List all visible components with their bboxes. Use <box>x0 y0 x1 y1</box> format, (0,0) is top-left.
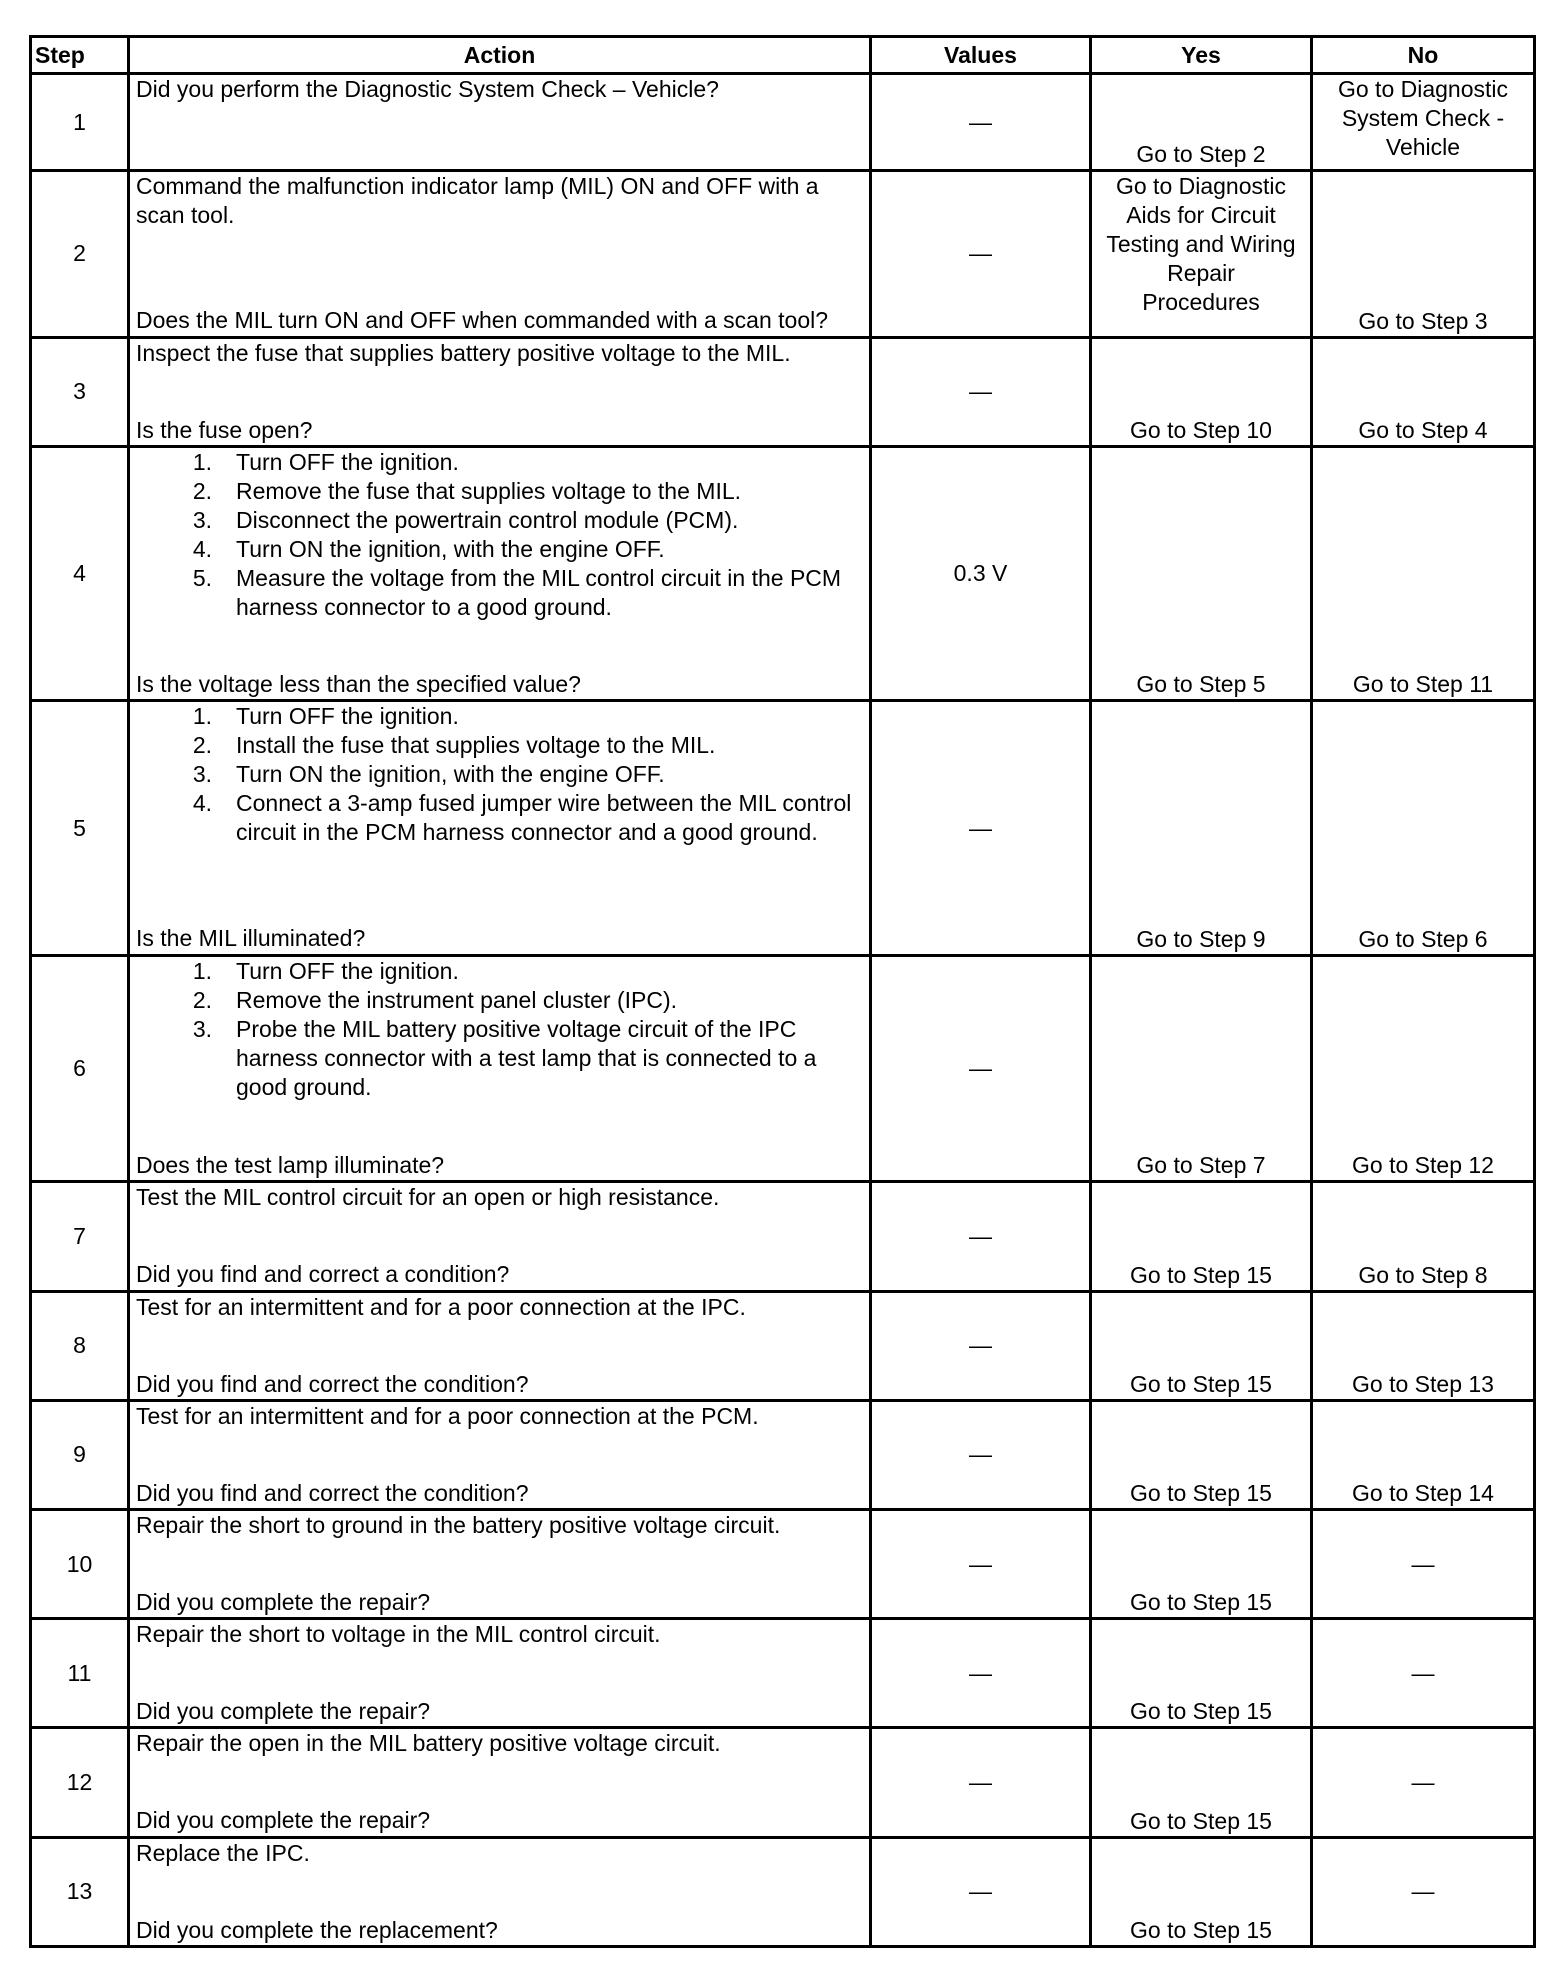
action-instructions <box>136 1402 861 1431</box>
action-question: Did you find and correct a condition? <box>136 1261 510 1288</box>
action-content <box>130 75 869 169</box>
yes-cell: Go to Step 15 <box>1091 1619 1312 1728</box>
action-instructions <box>136 1729 861 1758</box>
step-text: Turn ON the ignition, with the engine OFF. <box>236 535 665 562</box>
table-row <box>31 1182 1535 1291</box>
table-row <box>31 1837 1535 1946</box>
action-instructions <box>136 1293 861 1322</box>
value-cell: — <box>871 337 1091 446</box>
yes-cell: Go to Step 15 <box>1091 1837 1312 1946</box>
no-cell: — <box>1312 1619 1535 1728</box>
action-content <box>130 1183 869 1289</box>
step-text: Probe the MIL battery positive voltage circuit of the IPC harness connector with a test lamp that is connected to a good ground. <box>236 1015 817 1100</box>
action-content <box>130 1402 869 1508</box>
step-text: Turn OFF the ignition. <box>236 448 459 475</box>
step-text: Turn OFF the ignition. <box>236 703 459 730</box>
value-cell: — <box>871 1400 1091 1509</box>
action-text: Test for an intermittent and for a poor connection at the IPC. <box>136 1293 746 1320</box>
action-text: Repair the short to voltage in the MIL control circuit. <box>136 1621 661 1648</box>
table-row <box>31 446 1535 701</box>
action-text: Repair the short to ground in the battery positive voltage circuit. <box>136 1511 781 1538</box>
action-cell <box>129 446 871 701</box>
action-cell <box>129 1619 871 1728</box>
action-cell <box>129 1837 871 1946</box>
numbered-step <box>136 986 861 1015</box>
no-cell: Go to Step 4 <box>1312 337 1535 446</box>
numbered-step <box>136 957 861 986</box>
no-cell: Go to Step 3 <box>1312 171 1535 337</box>
numbered-step <box>136 1015 861 1102</box>
action-cell <box>129 1182 871 1291</box>
action-content <box>130 1729 869 1835</box>
numbered-steps <box>136 957 861 1102</box>
header-no: No <box>1312 37 1535 74</box>
numbered-step <box>136 789 861 847</box>
step-number: 6 <box>31 955 129 1181</box>
step-number: 2 <box>31 171 129 337</box>
action-cell <box>129 1728 871 1837</box>
numbered-step <box>136 564 861 622</box>
step-number: 4 <box>31 446 129 701</box>
step-text: Connect a 3-amp fused jumper wire between the MIL control circuit in the PCM harness connector and a good ground. <box>236 790 852 846</box>
no-cell: Go to Diagnostic System Check - Vehicle <box>1312 74 1535 171</box>
action-content <box>130 448 869 699</box>
action-instructions <box>136 1620 861 1649</box>
action-content <box>130 1511 869 1617</box>
yes-cell: Go to Diagnostic Aids for Circuit Testing and Wiring Repair Procedures <box>1091 171 1312 337</box>
action-cell <box>129 701 871 956</box>
no-cell: — <box>1312 1728 1535 1837</box>
no-cell: Go to Step 13 <box>1312 1291 1535 1400</box>
action-cell <box>129 74 871 171</box>
step-number: 1 <box>31 74 129 171</box>
yes-cell: Go to Step 7 <box>1091 955 1312 1181</box>
step-index: 2. <box>192 732 212 759</box>
numbered-step <box>136 448 861 477</box>
numbered-step <box>136 535 861 564</box>
step-index: 2. <box>192 477 212 504</box>
no-cell: — <box>1312 1837 1535 1946</box>
action-content <box>130 702 869 953</box>
yes-cell: Go to Step 2 <box>1091 74 1312 171</box>
no-cell: Go to Step 14 <box>1312 1400 1535 1509</box>
table-row <box>31 74 1535 171</box>
step-index: 3. <box>192 506 212 533</box>
header-row <box>31 37 1535 74</box>
action-instructions <box>136 448 861 622</box>
action-text: Inspect the fuse that supplies battery positive voltage to the MIL. <box>136 339 791 366</box>
step-number: 5 <box>31 701 129 956</box>
step-index: 5. <box>192 564 212 591</box>
value-cell: — <box>871 1728 1091 1837</box>
step-number: 3 <box>31 337 129 446</box>
value-cell: — <box>871 1182 1091 1291</box>
table-row <box>31 1291 1535 1400</box>
no-cell: Go to Step 8 <box>1312 1182 1535 1291</box>
step-number: 7 <box>31 1182 129 1291</box>
action-cell <box>129 337 871 446</box>
action-instructions <box>136 1839 861 1868</box>
step-text: Install the fuse that supplies voltage to the MIL. <box>236 732 716 759</box>
table-row <box>31 701 1535 956</box>
header-step: Step <box>31 37 129 74</box>
action-question: Is the voltage less than the specified value? <box>136 670 581 697</box>
value-cell: — <box>871 171 1091 337</box>
action-question: Did you complete the replacement? <box>136 1916 498 1943</box>
step-number: 11 <box>31 1619 129 1728</box>
step-text: Remove the fuse that supplies voltage to the MIL. <box>236 477 742 504</box>
step-text: Turn OFF the ignition. <box>236 957 459 984</box>
table-row <box>31 1619 1535 1728</box>
action-question: Did you find and correct the condition? <box>136 1479 529 1506</box>
action-content <box>130 339 869 445</box>
action-text: Repair the open in the MIL battery positive voltage circuit. <box>136 1730 721 1757</box>
action-content <box>130 1293 869 1399</box>
value-cell: 0.3 V <box>871 446 1091 701</box>
yes-cell: Go to Step 15 <box>1091 1400 1312 1509</box>
numbered-step <box>136 731 861 760</box>
no-cell: — <box>1312 1509 1535 1618</box>
value-cell: — <box>871 74 1091 171</box>
action-cell <box>129 1291 871 1400</box>
step-index: 2. <box>192 986 212 1013</box>
header-values: Values <box>871 37 1091 74</box>
numbered-steps <box>136 448 861 622</box>
numbered-step <box>136 477 861 506</box>
value-cell: — <box>871 1509 1091 1618</box>
header-yes: Yes <box>1091 37 1312 74</box>
action-cell <box>129 1509 871 1618</box>
action-instructions <box>136 957 861 1102</box>
value-cell: — <box>871 1619 1091 1728</box>
action-question: Is the fuse open? <box>136 416 313 443</box>
yes-cell: Go to Step 9 <box>1091 701 1312 956</box>
step-index: 3. <box>192 761 212 788</box>
action-question: Does the MIL turn ON and OFF when commanded with a scan tool? <box>136 307 829 334</box>
value-cell: — <box>871 1291 1091 1400</box>
action-text: Replace the IPC. <box>136 1839 310 1866</box>
diagnostic-table <box>29 35 1536 1948</box>
action-instructions <box>136 75 861 104</box>
action-content <box>130 957 869 1180</box>
step-text: Measure the voltage from the MIL control circuit in the PCM harness connector to a good ground. <box>236 564 842 620</box>
step-text: Disconnect the powertrain control module (PCM). <box>236 506 739 533</box>
action-instructions <box>136 1183 861 1212</box>
value-cell: — <box>871 955 1091 1181</box>
action-text: Command the malfunction indicator lamp (MIL) ON and OFF with a scan tool. <box>136 173 819 229</box>
step-index: 4. <box>192 535 212 562</box>
numbered-step <box>136 760 861 789</box>
table-row <box>31 955 1535 1181</box>
step-index: 3. <box>192 1015 212 1042</box>
action-cell <box>129 171 871 337</box>
action-instructions <box>136 172 861 230</box>
header-action: Action <box>129 37 871 74</box>
action-instructions <box>136 1511 861 1540</box>
action-content <box>130 1839 869 1945</box>
action-question: Does the test lamp illuminate? <box>136 1151 445 1178</box>
action-question: Did you complete the repair? <box>136 1698 431 1725</box>
yes-cell: Go to Step 5 <box>1091 446 1312 701</box>
step-index: 1. <box>192 448 212 475</box>
step-index: 1. <box>192 957 212 984</box>
value-cell: — <box>871 1837 1091 1946</box>
numbered-step <box>136 506 861 535</box>
step-index: 4. <box>192 790 212 817</box>
action-instructions <box>136 702 861 847</box>
step-number: 12 <box>31 1728 129 1837</box>
action-content <box>130 172 869 335</box>
action-cell <box>129 1400 871 1509</box>
action-question: Is the MIL illuminated? <box>136 925 366 952</box>
numbered-step <box>136 702 861 731</box>
yes-cell: Go to Step 15 <box>1091 1728 1312 1837</box>
table-row <box>31 171 1535 337</box>
numbered-steps <box>136 702 861 847</box>
step-number: 9 <box>31 1400 129 1509</box>
table-row <box>31 1728 1535 1837</box>
action-content <box>130 1620 869 1726</box>
action-cell <box>129 955 871 1181</box>
step-text: Remove the instrument panel cluster (IPC). <box>236 986 678 1013</box>
yes-cell: Go to Step 10 <box>1091 337 1312 446</box>
action-text: Test the MIL control circuit for an open or high resistance. <box>136 1184 720 1211</box>
action-text: Did you perform the Diagnostic System Check – Vehicle? <box>136 76 719 102</box>
step-number: 8 <box>31 1291 129 1400</box>
value-cell: — <box>871 701 1091 956</box>
yes-cell: Go to Step 15 <box>1091 1509 1312 1618</box>
table-row <box>31 337 1535 446</box>
yes-cell: Go to Step 15 <box>1091 1291 1312 1400</box>
table-row <box>31 1400 1535 1509</box>
step-number: 10 <box>31 1509 129 1618</box>
action-question: Did you complete the repair? <box>136 1588 431 1615</box>
yes-cell: Go to Step 15 <box>1091 1182 1312 1291</box>
no-cell: Go to Step 6 <box>1312 701 1535 956</box>
table-body <box>31 74 1535 1947</box>
no-cell: Go to Step 11 <box>1312 446 1535 701</box>
step-number: 13 <box>31 1837 129 1946</box>
action-instructions <box>136 339 861 368</box>
step-index: 1. <box>192 703 212 730</box>
step-text: Turn ON the ignition, with the engine OFF. <box>236 761 665 788</box>
table-row <box>31 1509 1535 1618</box>
action-question: Did you find and correct the condition? <box>136 1370 529 1397</box>
action-question: Did you complete the repair? <box>136 1807 431 1834</box>
action-text: Test for an intermittent and for a poor connection at the PCM. <box>136 1402 759 1429</box>
no-cell: Go to Step 12 <box>1312 955 1535 1181</box>
